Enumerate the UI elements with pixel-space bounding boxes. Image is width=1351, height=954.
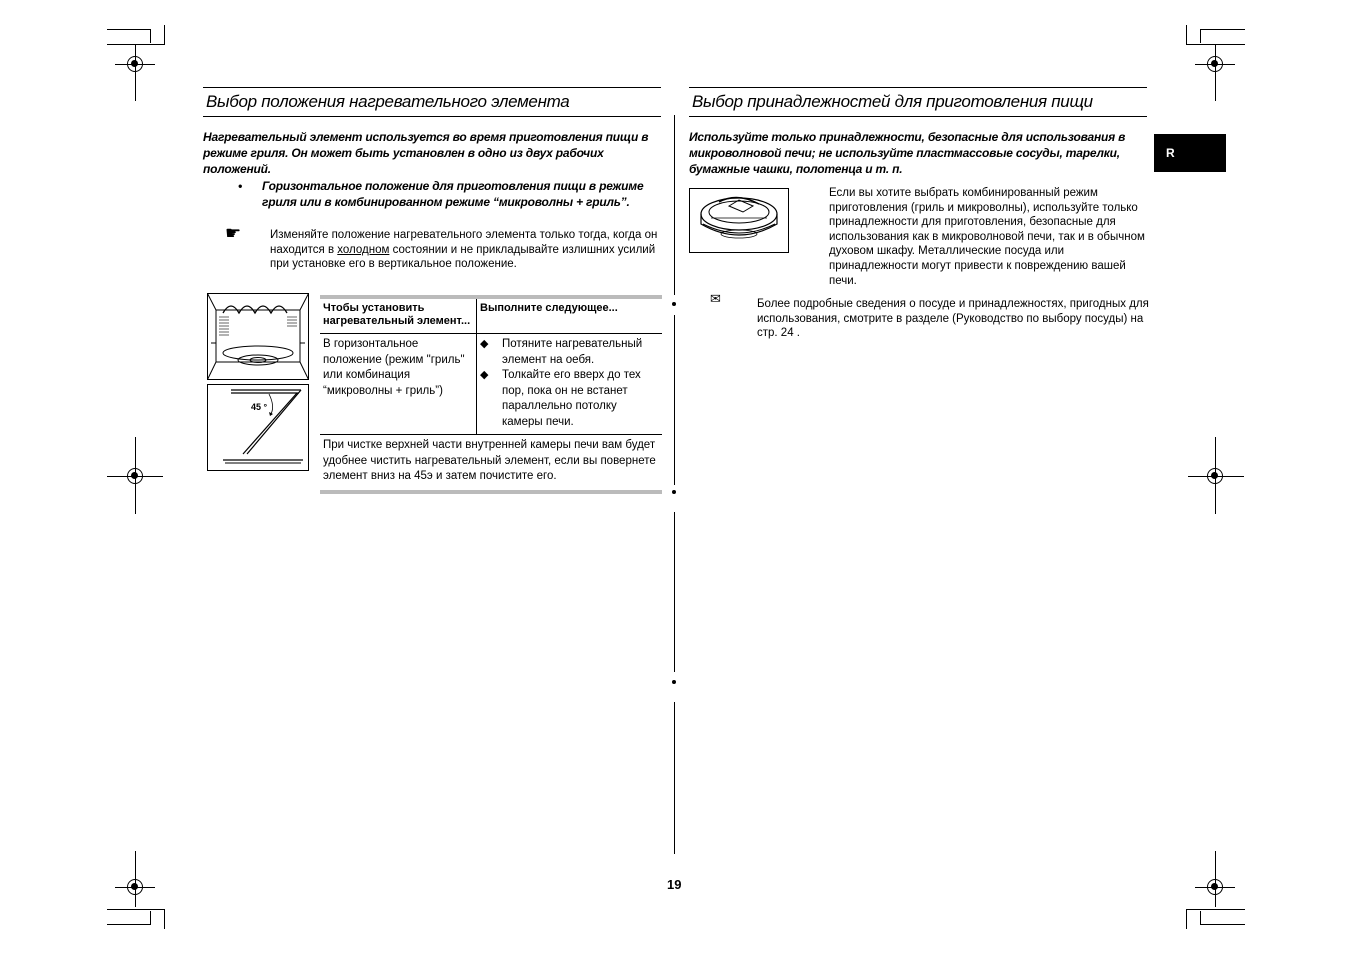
language-tab xyxy=(1154,134,1226,172)
table-step-item: ◆ Толкайте его вверх до тех пор, пока он не встанет параллельно потолку камеры печи. xyxy=(480,368,659,430)
oven-interior-figure xyxy=(207,293,309,380)
table-header-row xyxy=(320,297,662,334)
table-row-position: В горизонтальное положение (режим "гриль" или комбинация “микроволны + гриль”) xyxy=(320,334,477,435)
oven-interior-illustration xyxy=(207,293,309,380)
page-number: 19 xyxy=(667,877,682,892)
registration-target-icon xyxy=(1207,879,1223,895)
registration-target-icon xyxy=(1207,468,1223,484)
registration-target-icon xyxy=(1207,56,1223,72)
left-note-before: Изменяйте положение нагревательного элемента только тогда, когда он находится в xyxy=(270,229,658,256)
table-header-right: Выполните следующее... xyxy=(480,302,618,314)
right-section-title: Выбор принадлежностей для приготовления пищи xyxy=(689,87,1147,117)
table-header-left: Чтобы установить нагревательный элемент... xyxy=(320,297,477,334)
registration-target-icon xyxy=(127,468,143,484)
right-paragraph: Если вы хотите выбрать комбинированный режим приготовления (гриль и микроволны), используйте только принадлежности для приготовления, безопасные для использования как в микроволновой печи, так и в обычном духовом шкафу. Металлические посуда или принадлежности могут привести к повреждению вашей печи. xyxy=(829,187,1145,287)
table-row-steps xyxy=(477,334,663,435)
angle-label: 45 ° xyxy=(251,402,268,412)
left-note-after: состоянии и не прикладывайте излишних усилий при установке его в вертикальное положение. xyxy=(270,243,656,271)
table-footer-text: При чистке верхней части внутренней камеры печи вам будет удобнее чистить нагревательный элемент, если вы повернете элемент вниз на 45э и затем почистите его. xyxy=(323,439,656,482)
left-bullet-text: Горизонтальное положение для приготовления пищи в режиме гриля или в комбинированном режиме “микроволны + гриль”. xyxy=(262,179,644,209)
heating-element-angle-illustration xyxy=(207,384,309,471)
language-tab-label: R xyxy=(1166,146,1175,160)
right-note: Более подробные сведения о посуде и принадлежностях, пригодных для использования, смотрите в разделе (Руководство по выбору посуды) на стр. 24 . xyxy=(757,298,1149,340)
pointing-hand-icon: ☛ xyxy=(225,223,242,244)
heating-element-angle-figure xyxy=(207,384,309,471)
turntable-illustration xyxy=(689,188,789,253)
turntable-figure xyxy=(689,188,789,253)
registration-target-icon xyxy=(127,879,143,895)
left-note xyxy=(270,228,660,272)
right-intro: Используйте только принадлежности, безопасные для использования в микроволновой печи; не используйте пластмассовые сосуды, тарелки, бумажные чашки, полотенца и т. п. xyxy=(689,130,1126,176)
left-bullet-mark: • xyxy=(238,179,243,193)
left-section-title: Выбор положения нагревательного элемента xyxy=(203,87,661,117)
left-note-underlined: холодном xyxy=(337,243,390,256)
table-footer-row xyxy=(320,435,662,492)
left-intro: Нагревательный элемент используется во время приготовления пищи в режиме гриля. Он может быть установлен в одно из двух рабочих положений. xyxy=(203,130,649,176)
table-row xyxy=(320,334,662,435)
registration-target-icon xyxy=(127,56,143,72)
table-step-item: ◆ Потяните нагревательный элемент на оебя. xyxy=(480,337,659,368)
envelope-icon: ✉ xyxy=(710,292,721,307)
heating-element-table xyxy=(320,295,662,494)
